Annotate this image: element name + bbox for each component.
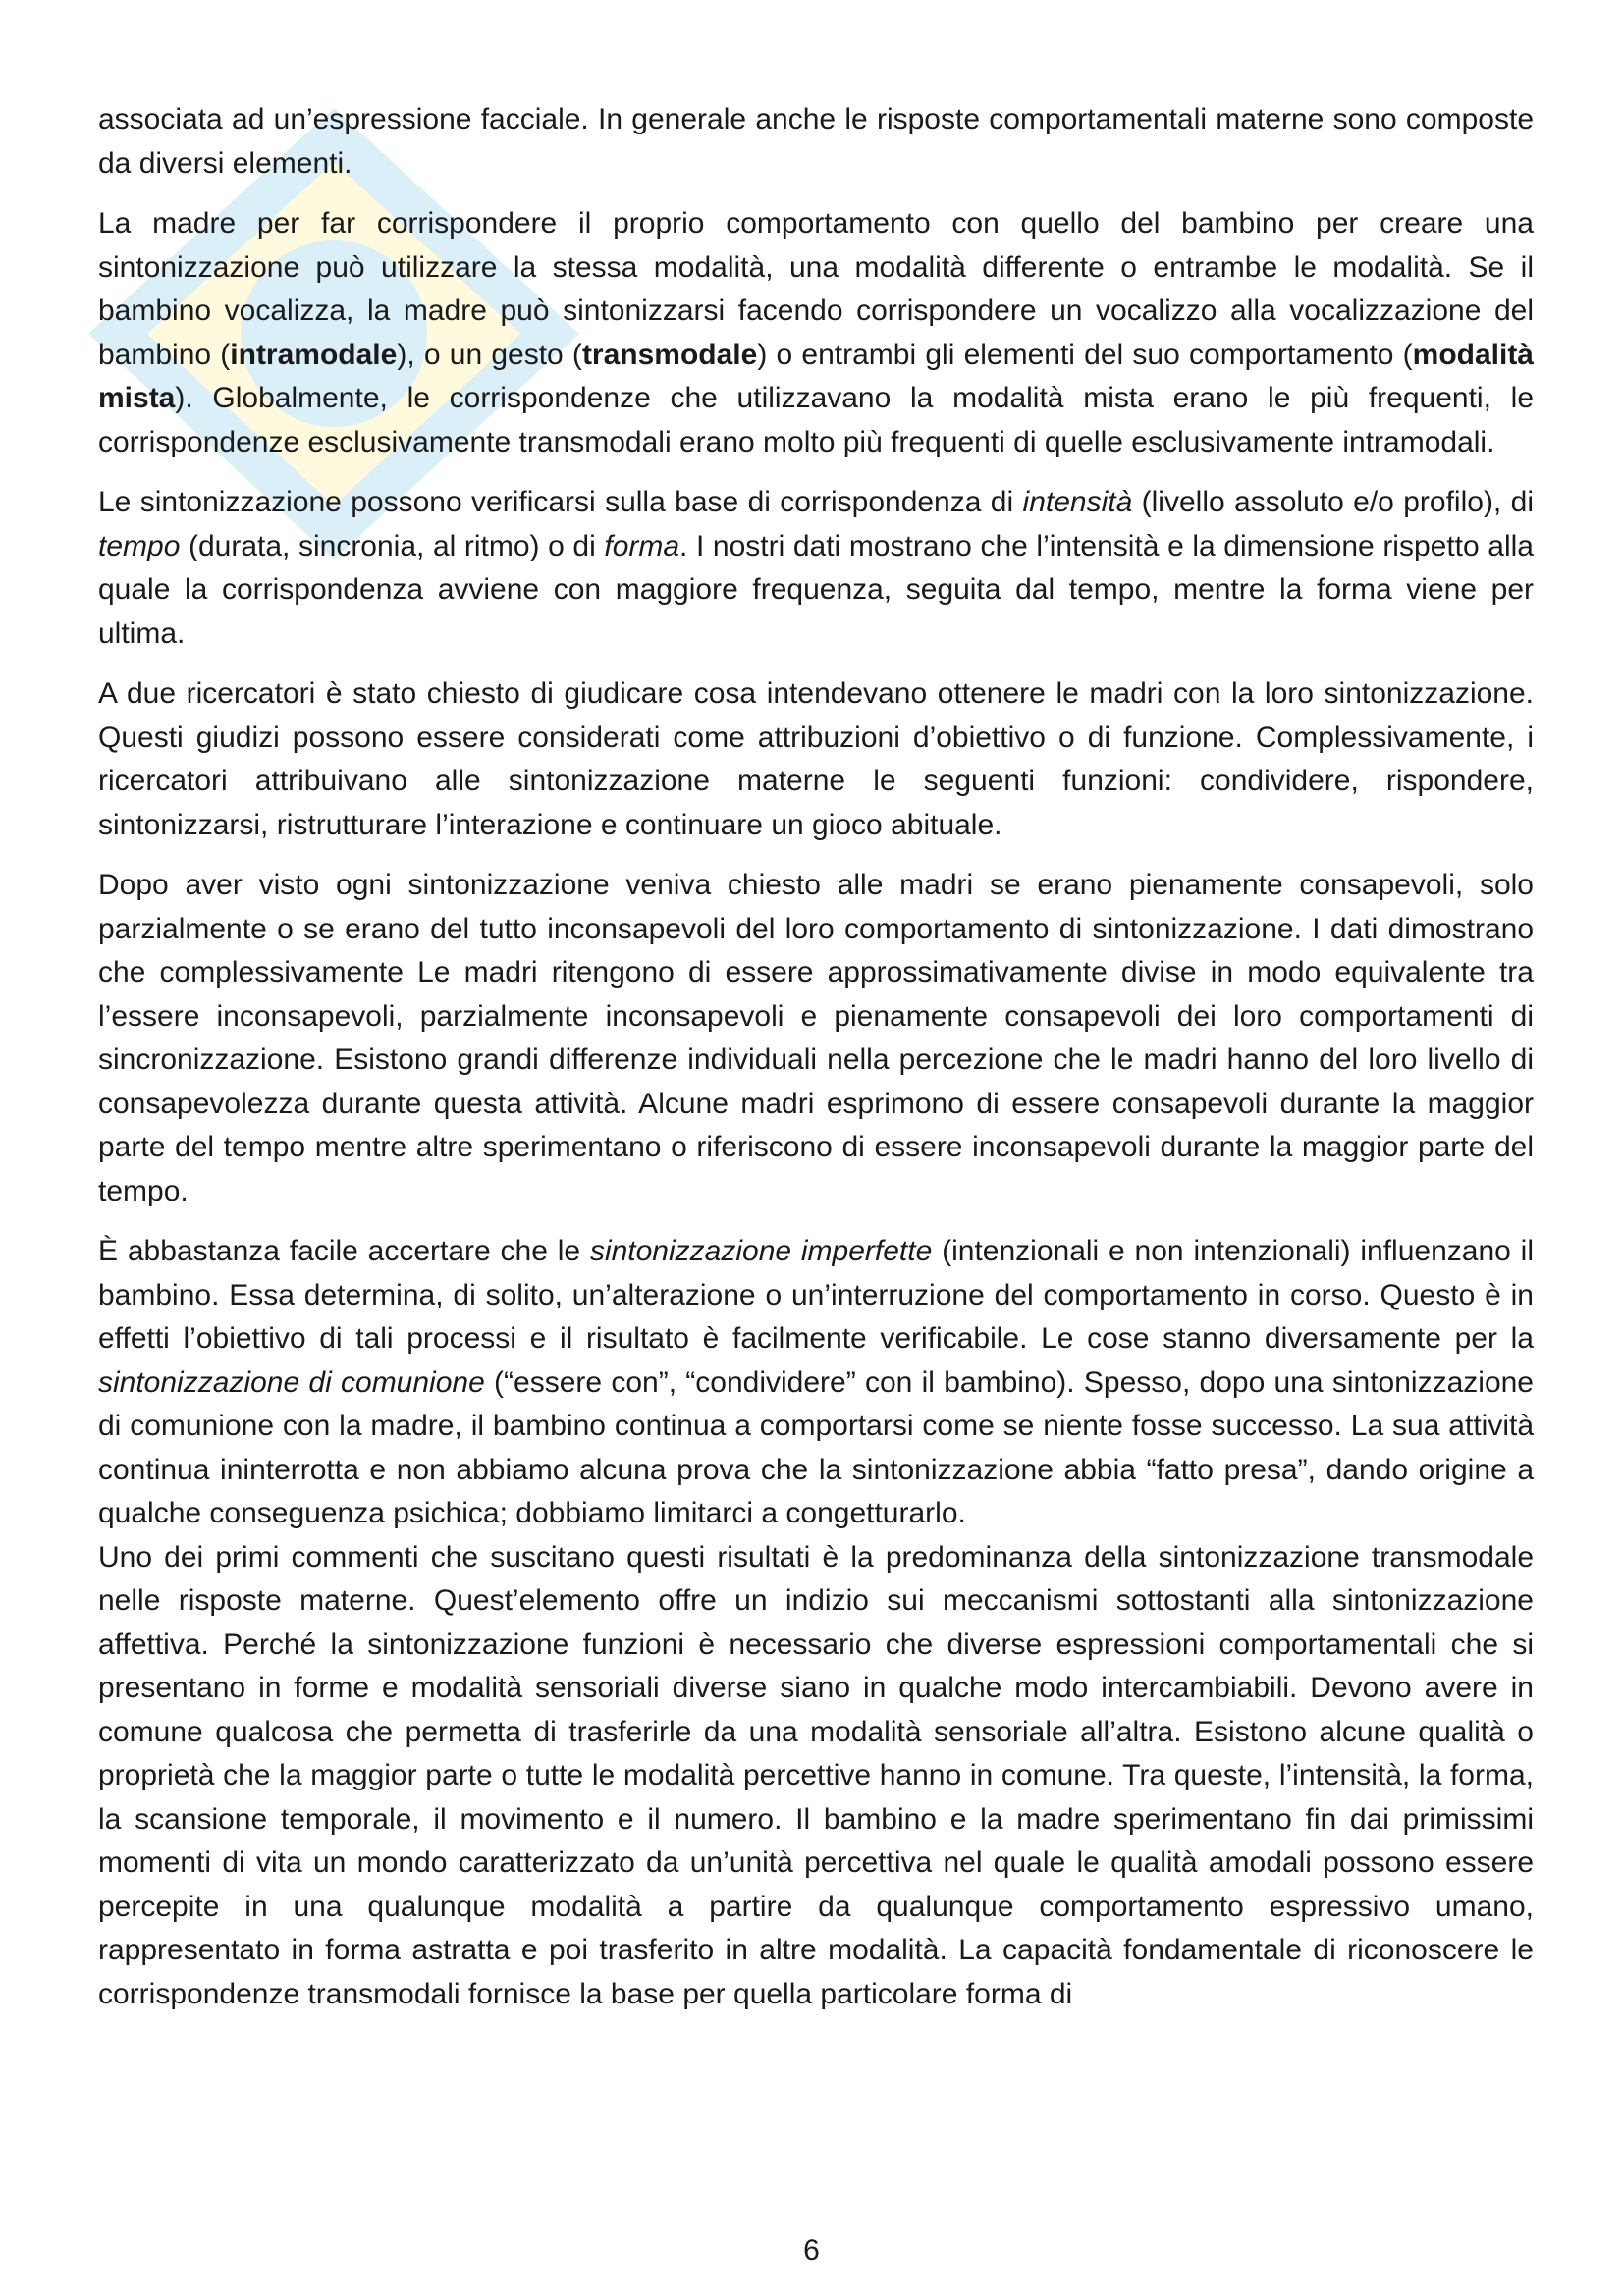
- term-transmodale: transmodale: [581, 338, 758, 371]
- paragraph-6: È abbastanza facile accertare che le sintonizzazione imperfette (intenzionali e non intenzionali) influenzano il bambino. Essa determina, di solito, un’alterazione o un’interruzione del comportamento in corso. Questo è in effetti l’obiettivo di tali processi e il risultato è facilmente verificabile. Le cose stanno diversamente per la sintonizzazione di comunione (“essere con”, “condividere” con il bambino). Spesso, dopo una sintonizzazione di comunione con la madre, il bambino continua a comportarsi come se niente fosse successo. La sua attività continua ininterrotta e non abbiamo alcuna prova che la sintonizzazione abbia “fatto presa”, dando origine a qualche conseguenza psichica; dobbiamo limitarci a congetturarlo.: [98, 1235, 1534, 1529]
- paragraph-4: A due ricercatori è stato chiesto di giudicare cosa intendevano ottenere le madri con la loro sintonizzazione. Questi giudizi possono essere considerati come attribuzioni d’obiettivo o di funzione. Complessivamente, i ricercatori attribuivano alle sintonizzazione materne le seguenti funzioni: condividere, rispondere, sintonizzarsi, ristrutturare l’interazione e continuare un gioco abituale.: [98, 677, 1534, 841]
- paragraph-7: Uno dei primi commenti che suscitano questi risultati è la predominanza della sintonizzazione transmodale nelle risposte materne. Quest’elemento offre un indizio sui meccanismi sottostanti alla sintonizzazione affettiva. Perché la sintonizzazione funzioni è necessario che diverse espressioni comportamentali che si presentano in forme e modalità sensoriali diverse siano in qualche modo intercambiabili. Devono avere in comune qualcosa che permetta di trasferirle da una modalità sensoriale all’altra. Esistono alcune qualità o proprietà che la maggior parte o tutte le modalità percettive hanno in comune. Tra queste, l’intensità, la forma, la scansione temporale, il movimento e il numero. Il bambino e la madre sperimentano fin dai primissimi momenti di vita un mondo caratterizzato da un’unità percettiva nel quale le qualità amodali possono essere percepite in una qualunque modalità a partire da qualunque comportamento espressivo umano, rappresentato in forma astratta e poi trasferito in altre modalità. La capacità fondamentale di riconoscere le corrispondenze transmodali fornisce la base per quella particolare forma di: [98, 1540, 1534, 2010]
- term-sintonizzazione-di-comunione: sintonizzazione di comunione: [98, 1365, 485, 1399]
- paragraph-1: associata ad un’espressione facciale. In generale anche le risposte comportamentali materne sono composte da diversi elementi.: [98, 103, 1534, 180]
- paragraph-3: Le sintonizzazione possono verificarsi sulla base di corrispondenza di intensità (livello assoluto e/o profilo), di tempo (durata, sincronia, al ritmo) o di forma. I nostri dati mostrano che l’intensità e la dimensione rispetto alla quale la corrispondenza avviene con maggiore frequenza, seguita dal tempo, mentre la forma viene per ultima.: [98, 486, 1534, 650]
- document-body: [98, 98, 1534, 2033]
- paragraph-2: La madre per far corrispondere il proprio comportamento con quello del bambino per creare una sintonizzazione può utilizzare la stessa modalità, una modalità differente o entrambe le modalità. Se il bambino vocalizza, la madre può sintonizzarsi facendo corrispondere un vocalizzo alla vocalizzazione del bambino (intramodale), o un gesto (transmodale) o entrambi gli elementi del suo comportamento (modalità mista). Globalmente, le corrispondenze che utilizzavano la modalità mista erano le più frequenti, le corrispondenze esclusivamente transmodali erano molto più frequenti di quelle esclusivamente intramodali.: [98, 207, 1534, 458]
- page-number: 6: [803, 2234, 820, 2267]
- term-forma: forma: [604, 529, 680, 562]
- term-intramodale: intramodale: [230, 338, 398, 371]
- term-tempo: tempo: [98, 529, 181, 562]
- term-modalita-mista: modalità mista: [98, 338, 1534, 414]
- term-sintonizzazione-imperfette: sintonizzazione imperfette: [589, 1235, 933, 1267]
- paragraph-5: Dopo aver visto ogni sintonizzazione veniva chiesto alle madri se erano pienamente consapevoli, solo parzialmente o se erano del tutto inconsapevoli del loro comportamento di sintonizzazione. I dati dimostrano che complessivamente Le madri ritengono di essere approssimativamente divise in modo equivalente tra l’essere inconsapevoli, parzialmente inconsapevoli e pienamente consapevoli dei loro comportamenti di sincronizzazione. Esistono grandi differenze individuali nella percezione che le madri hanno del loro livello di consapevolezza durante questa attività. Alcune madri esprimono di essere consapevoli durante la maggior parte del tempo mentre altre sperimentano o riferiscono di essere inconsapevoli durante la maggior parte del tempo.: [98, 869, 1534, 1207]
- term-intensita: intensità: [1022, 486, 1133, 518]
